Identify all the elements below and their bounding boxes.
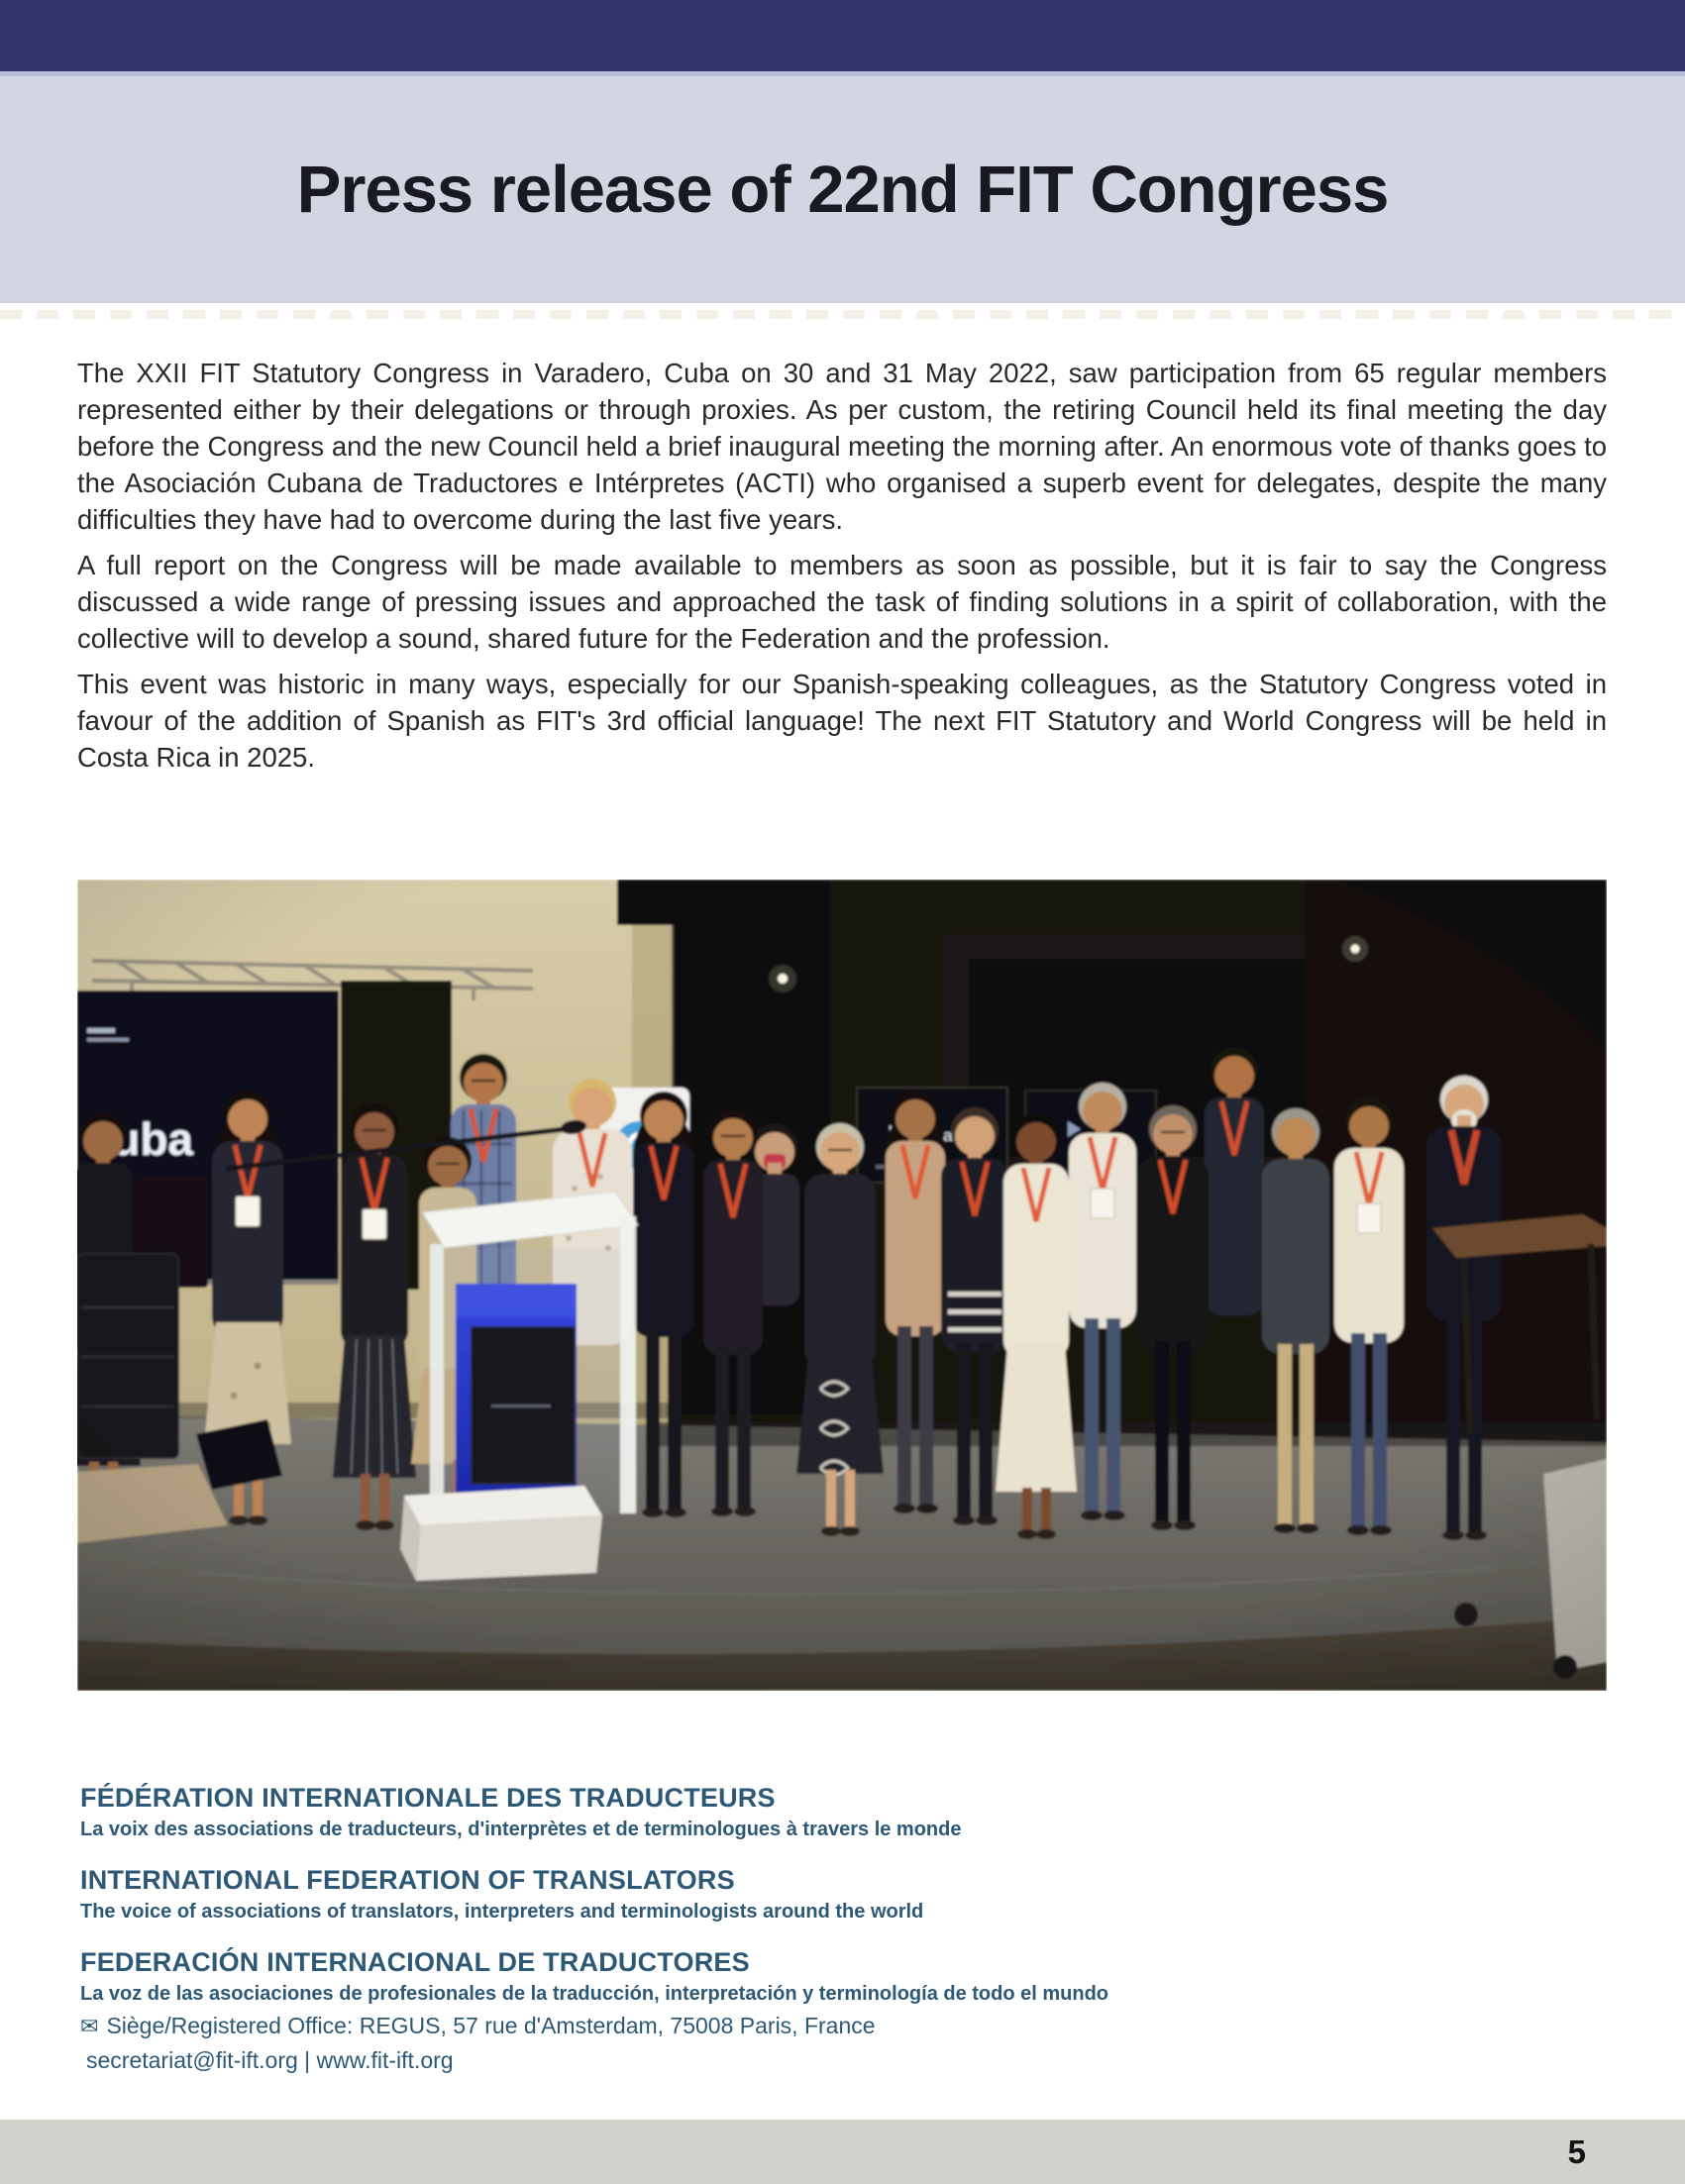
federation-footer: [80, 1783, 1108, 2074]
paragraph-3: This event was historic in many ways, especially for our Spanish-speaking colleagues, as the Statutory Congress voted in favour of the addition of Spanish as FIT's 3rd official language! The next FIT Statutory and World Congress will be held in Costa Rica in 2025.: [77, 669, 1607, 773]
page-number-bar: [0, 2120, 1685, 2184]
page-title: Press release of 22nd FIT Congress: [296, 153, 1389, 227]
page-number: 5: [1567, 2132, 1586, 2170]
org-name-spanish: FEDERACIÓN INTERNACIONAL DE TRADUCTORES: [80, 1947, 750, 1977]
decorative-dotted-divider: [0, 310, 1685, 319]
congress-stage-photo: [77, 880, 1607, 1691]
paragraph-2: A full report on the Congress will be made available to members as soon as possible, but it is fair to say the Congress discussed a wide range of pressing issues and approached the task of finding solutions in a spirit of collaboration, with the collective will to develop a sound, shared future for the Federation and the profession.: [77, 550, 1607, 654]
org-tagline-spanish: La voz de las asociaciones de profesionales de la traducción, interpretación y terminología de todo el mundo: [80, 1983, 1109, 2005]
congress-stage-photo-svg: [77, 880, 1607, 1691]
envelope-icon: ✉: [80, 2014, 99, 2038]
top-navy-bar: [0, 0, 1685, 71]
article-body: [77, 355, 1607, 784]
paragraph-1: The XXII FIT Statutory Congress in Varadero, Cuba on 30 and 31 May 2022, saw participation from 65 regular members represented either by their delegations or through proxies. As per custom, the retiring Council held its final meeting the day before the Congress and the new Council held a brief inaugural meeting the morning after. An enormous vote of thanks goes to the Asociación Cubana de Traductores e Intérpretes (ACTI) who organised a superb event for delegates, despite the many difficulties they have had to overcome during the last five years.: [77, 358, 1608, 535]
org-tagline-english: The voice of associations of translators, interpreters and terminologists around the world: [80, 1901, 924, 1923]
registered-office-text: Siège/Registered Office: REGUS, 57 rue d'Amsterdam, 75008 Paris, France: [106, 2013, 876, 2038]
org-tagline-french: La voix des associations de traducteurs, d'interprètes et de terminologues à travers le monde: [80, 1819, 962, 1840]
org-name-french: FÉDÉRATION INTERNATIONALE DES TRADUCTEURS: [80, 1783, 776, 1813]
photo-vignette: [77, 880, 1607, 1691]
registered-office-line: [80, 2013, 1108, 2039]
org-name-english: INTERNATIONAL FEDERATION OF TRANSLATORS: [80, 1865, 735, 1895]
contact-line: secretariat@fit-ift.org | www.fit-ift.org: [86, 2047, 454, 2073]
title-banner: [0, 76, 1685, 303]
